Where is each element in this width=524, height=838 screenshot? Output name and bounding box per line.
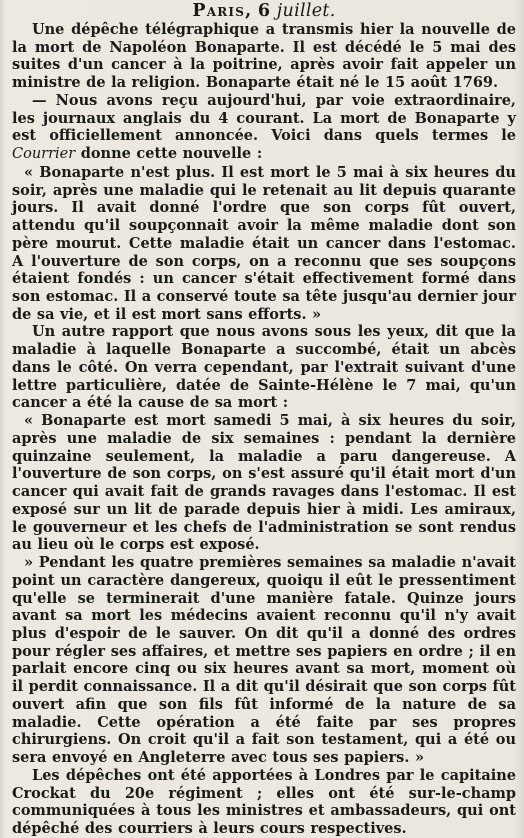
dateline-city: Paris xyxy=(192,1,246,21)
dateline: Paris, 6 juillet. xyxy=(192,1,336,21)
paragraph-other-report: Un autre rapport que nous avons sous les yeux, dit que la maladie à laquelle Bonaparte a succombé, était un abcès dans le côté. On verra cependant, par l'extrait suivant d'une lettre particulière, datée de Sainte-Hélène le 7 mai, qu'un cancer a été la cause de sa mort : xyxy=(12,323,516,412)
dateline-month: juillet. xyxy=(276,1,336,21)
courrier-title: Courrier xyxy=(12,146,76,163)
paragraph-dispatches: Les dépêches ont été apportées à Londres par le capitaine Crockat du 20e régiment ; elles ont été sur-le-champ communiquées à tous les ministres et ambassadeurs, qui ont dépêché des courriers à leurs cours respectives. xyxy=(12,766,516,838)
dateline-day: 6 xyxy=(257,1,271,21)
paragraph-letter-continuation: » Pendant les quatre premières semaines sa maladie n'avait point un caractère dangereux, quoiqu il eût le pressentiment qu'elle se terminerait d'une manière fatale. Quinze jours avant sa mort les médecins avaient reconnu qu'il n'y avait plus d'espoir de le sauver. On dit qu'il a donné des ordres pour régler ses affaires, et mettre ses papiers en ordre ; il en parlait encore cinq ou six heures avant sa mort, moment où il perdit connaissance. Il a dit qu'il désirait que son corps fût ouvert afin que son fils fût informé de la nature de sa maladie. Cette opération a été faite par ses propres chirurgiens. On croit qu'il a fait son testament, qui a été ou sera envoyé en Angleterre avec tous ses papiers. » xyxy=(12,554,516,767)
paragraph-english-journals-tail: donne cette nouvelle : xyxy=(75,145,263,163)
paragraph-english-journals xyxy=(12,92,516,164)
paragraph-courrier-quote: « Bonaparte n'est plus. Il est mort le 5 mai à six heures du soir, après une maladie qui le retenait au lit depuis quarante jours. Il avait donné l'ordre que son corps fût ouvert, attendu qu'il soupçonnait avoir la même maladie dont son père mourut. Cette maladie était un cancer dans l'estomac. A l'ouverture de son corps, on a reconnu que ses soupçons étaient fondés : un cancer s'était effectivement formé dans son estomac. Il a conservé toute sa tête jusqu'au dernier jour de sa vie, et il est mort sans efforts. » xyxy=(12,163,516,323)
paragraph-letter-quote: « Bonaparte est mort samedi 5 mai, à six heures du soir, après une maladie de six semaines : pendant la dernière quinzaine seulement, la maladie a paru dangereuse. A l'ouverture de son corps, on s'est assuré qu'il était mort d'un cancer qui avait fait de grands ravages dans l'estomac. Il est exposé sur un lit de parade depuis hier à midi. Les amiraux, le gouverneur et les chefs de l'administration se sont rendus au lieu où le corps est exposé. xyxy=(12,412,516,554)
paragraph-announcement: Une dépêche télégraphique a transmis hier la nouvelle de la mort de Napoléon Bonaparte. Il est décédé le 5 mai des suites d'un cancer à la poitrine, après avoir fait appeler un ministre de la religion. Bonaparte était né le 15 août 1769. xyxy=(12,21,516,92)
paragraph-english-journals-text: — Nous avons reçu aujourd'hui, par voie extraordinaire, les journaux anglais du 4 courant. La mort de Bonaparte y est officiellement annoncée. Voici dans quels termes le xyxy=(12,91,516,145)
